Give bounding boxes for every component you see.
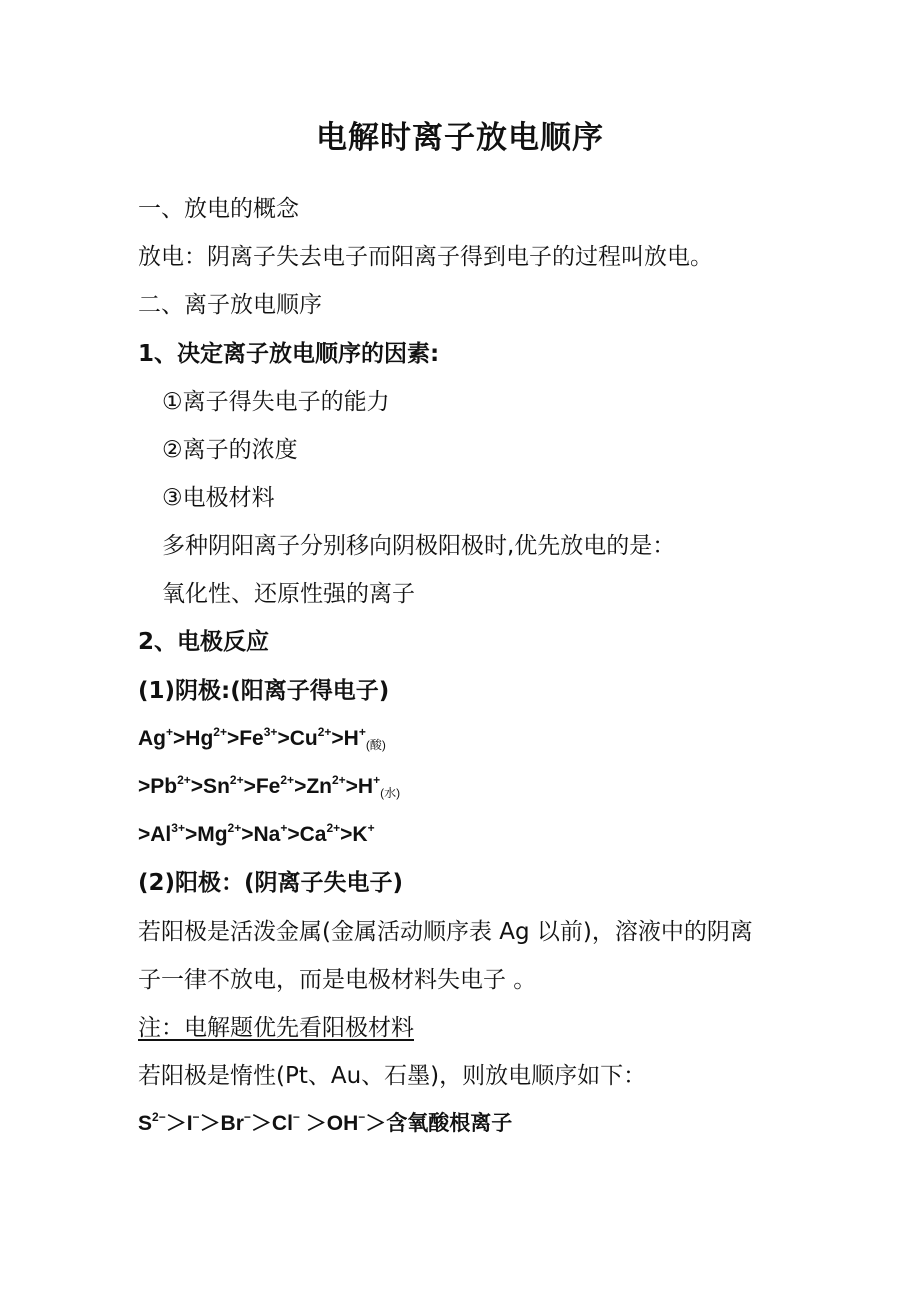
charge-superscript: 3+ (171, 821, 185, 835)
ion-symbol: >Cu (277, 727, 318, 750)
ion-symbol: >H (345, 775, 374, 798)
ion-symbol: >Pb (138, 775, 178, 798)
ion-symbol: >K (340, 823, 368, 846)
cation-order-line (138, 724, 386, 754)
charge-superscript: 2− (152, 1110, 166, 1124)
cathode-heading: (1)阴极:(阳离子得电子) (138, 678, 390, 704)
cation-order-line (138, 772, 400, 802)
note-underlined: 注：电解题优先看阳极材料 (138, 1015, 414, 1041)
charge-superscript: + (166, 725, 174, 739)
charge-superscript: 2+ (213, 725, 227, 739)
condition-subscript: (酸) (365, 738, 386, 752)
ion-symbol: >Sn (190, 775, 230, 798)
ion-symbol: ＞OH (299, 1112, 359, 1135)
ion-symbol: S (138, 1112, 153, 1135)
section-heading-order: 二、离子放电顺序 (138, 292, 322, 318)
ion-symbol: >Fe (243, 775, 281, 798)
charge-superscript: − (358, 1110, 366, 1124)
charge-superscript: 2+ (331, 773, 346, 787)
charge-superscript: 2+ (227, 821, 242, 835)
charge-superscript: − (192, 1110, 200, 1124)
charge-superscript: 2+ (177, 773, 191, 787)
charge-superscript: 2+ (326, 821, 341, 835)
ion-symbol: Ag (138, 727, 166, 750)
ion-symbol: ＞含氧酸根离子 (365, 1112, 513, 1135)
cation-order-line (138, 820, 375, 850)
section-heading-concept: 一、放电的概念 (138, 196, 299, 222)
definition-line (138, 242, 713, 272)
factor-item: ②离子的浓度 (162, 437, 298, 463)
ion-symbol: >Ca (287, 823, 327, 846)
charge-superscript: + (280, 821, 288, 835)
factor-item: ①离子得失电子的能力 (162, 389, 390, 415)
ion-symbol: >Fe (226, 727, 264, 750)
ion-symbol: ＞Br (199, 1112, 244, 1135)
factors-heading: 1、决定离子放电顺序的因素: (138, 341, 440, 367)
charge-superscript: 2+ (280, 773, 295, 787)
charge-superscript: 3+ (263, 725, 278, 739)
anode-paragraph-line: 子一律不放电，而是电极材料失电子 。 (138, 967, 537, 993)
charge-superscript: + (358, 725, 366, 739)
charge-superscript: − (243, 1110, 251, 1124)
electrode-reaction-heading: 2、电极反应 (138, 629, 270, 655)
ion-symbol: ＞Cl (250, 1112, 293, 1135)
priority-note: 多种阴阳离子分别移向阴极阳极时,优先放电的是： (162, 533, 676, 559)
ion-symbol: >Hg (173, 727, 214, 750)
charge-superscript: 2+ (229, 773, 244, 787)
note-line (138, 1013, 414, 1043)
charge-superscript: + (367, 821, 375, 835)
condition-subscript: (水) (380, 786, 401, 800)
inert-anode-line: 若阳极是惰性(Pt、Au、石墨)，则放电顺序如下： (138, 1063, 647, 1089)
anion-order-line (138, 1109, 512, 1139)
ion-symbol: ＞I (165, 1112, 193, 1135)
page-title: 电解时离子放电顺序 (316, 120, 604, 156)
ion-symbol: >Na (241, 823, 281, 846)
ion-symbol: >Mg (184, 823, 228, 846)
charge-superscript: − (292, 1110, 300, 1124)
anode-heading: (2)阳极：(阴离子失电子) (138, 870, 404, 896)
anode-paragraph-line: 若阳极是活泼金属(金属活动顺序表 Ag 以前)，溶液中的阴离 (138, 919, 753, 945)
ion-symbol: >Zn (294, 775, 332, 798)
priority-note-answer: 氧化性、还原性强的离子 (162, 581, 415, 607)
factor-item: ③电极材料 (162, 485, 275, 511)
ion-symbol: >H (331, 727, 359, 750)
charge-superscript: 2+ (317, 725, 332, 739)
definition-text: 阴离子失去电子而阳离子得到电子的过程叫放电。 (207, 244, 713, 270)
ion-symbol: >Al (138, 823, 172, 846)
charge-superscript: + (373, 773, 381, 787)
definition-label: 放电： (138, 244, 207, 270)
